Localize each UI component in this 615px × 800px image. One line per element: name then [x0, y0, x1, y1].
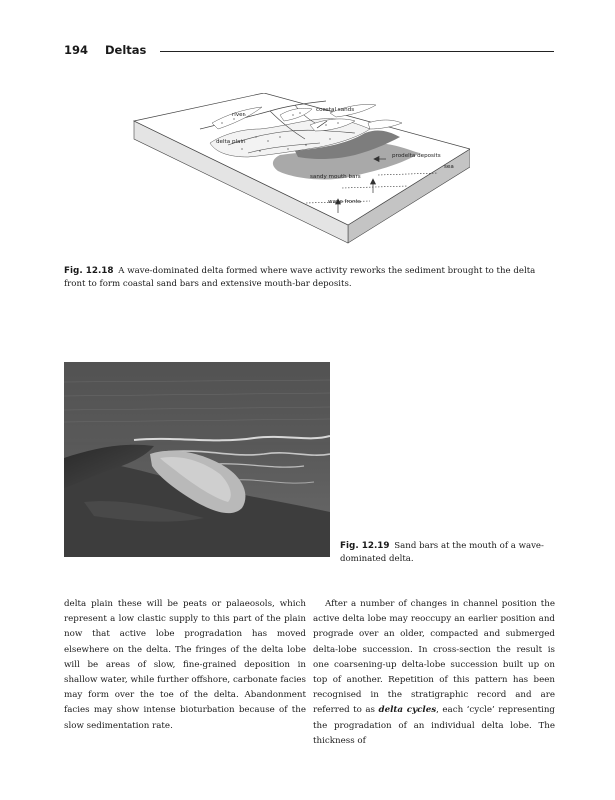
label-coastal-sands: coastal sands [316, 107, 355, 113]
header-rule [160, 51, 554, 52]
term-delta-cycles: delta cycles [378, 705, 437, 716]
chapter-title: Deltas [105, 43, 147, 57]
label-sandy-mouth-bars: sandy mouth bars [310, 174, 361, 180]
figure-12-19-label: Fig. 12.19 [340, 541, 390, 551]
figure-12-18-caption [64, 265, 556, 291]
right-column-text-2: , each ‘cycle’ representing the progradation of an individual delta lobe. The thickness of [313, 705, 555, 746]
running-head [64, 43, 554, 59]
figure-12-19-caption-text: Sand bars at the mouth of a wave-dominated delta. [340, 541, 544, 564]
figure-12-18-caption-text: A wave-dominated delta formed where wave activity reworks the sediment brought to the delta front to form coastal sand bars and extensive mouth-bar deposits. [64, 266, 536, 289]
body-left-column: delta plain these will be peats or palaeosols, which represent a low clastic supply to this part of the plain now that active lobe progradation has moved elsewhere on the delta. The fringes of the delta lobe will be areas of slow, fine-grained deposition in shallow water, while further offshore, carbonate facies may form over the toe of the delta. Abandonment facies may show intense bioturbation because of the slow sedimentation rate. [64, 599, 306, 731]
body-right-column [313, 597, 555, 749]
label-river: river [232, 112, 245, 118]
delta-sand-bars-photo [64, 362, 330, 557]
label-prodelta-deposits: prodelta deposits [392, 153, 441, 159]
label-wave-fronts: wave fronts [328, 199, 361, 205]
label-delta-plain: delta plain [216, 139, 246, 145]
wave-dominated-delta-diagram [130, 93, 470, 263]
right-column-text-1: After a number of changes in channel position the active delta lobe may reoccupy an earlier position and prograde over an older, compacted and submerged delta-lobe succession. In cross-section the result is one coarsening-up delta-lobe succession built up on top of another. Repetition of this pattern has been recognised in the stratigraphic record and are referred to as [313, 599, 555, 716]
page-number: 194 [64, 43, 89, 57]
figure-12-19-caption [340, 540, 555, 566]
figure-12-18-label: Fig. 12.18 [64, 266, 114, 276]
label-sea: sea [444, 164, 454, 170]
